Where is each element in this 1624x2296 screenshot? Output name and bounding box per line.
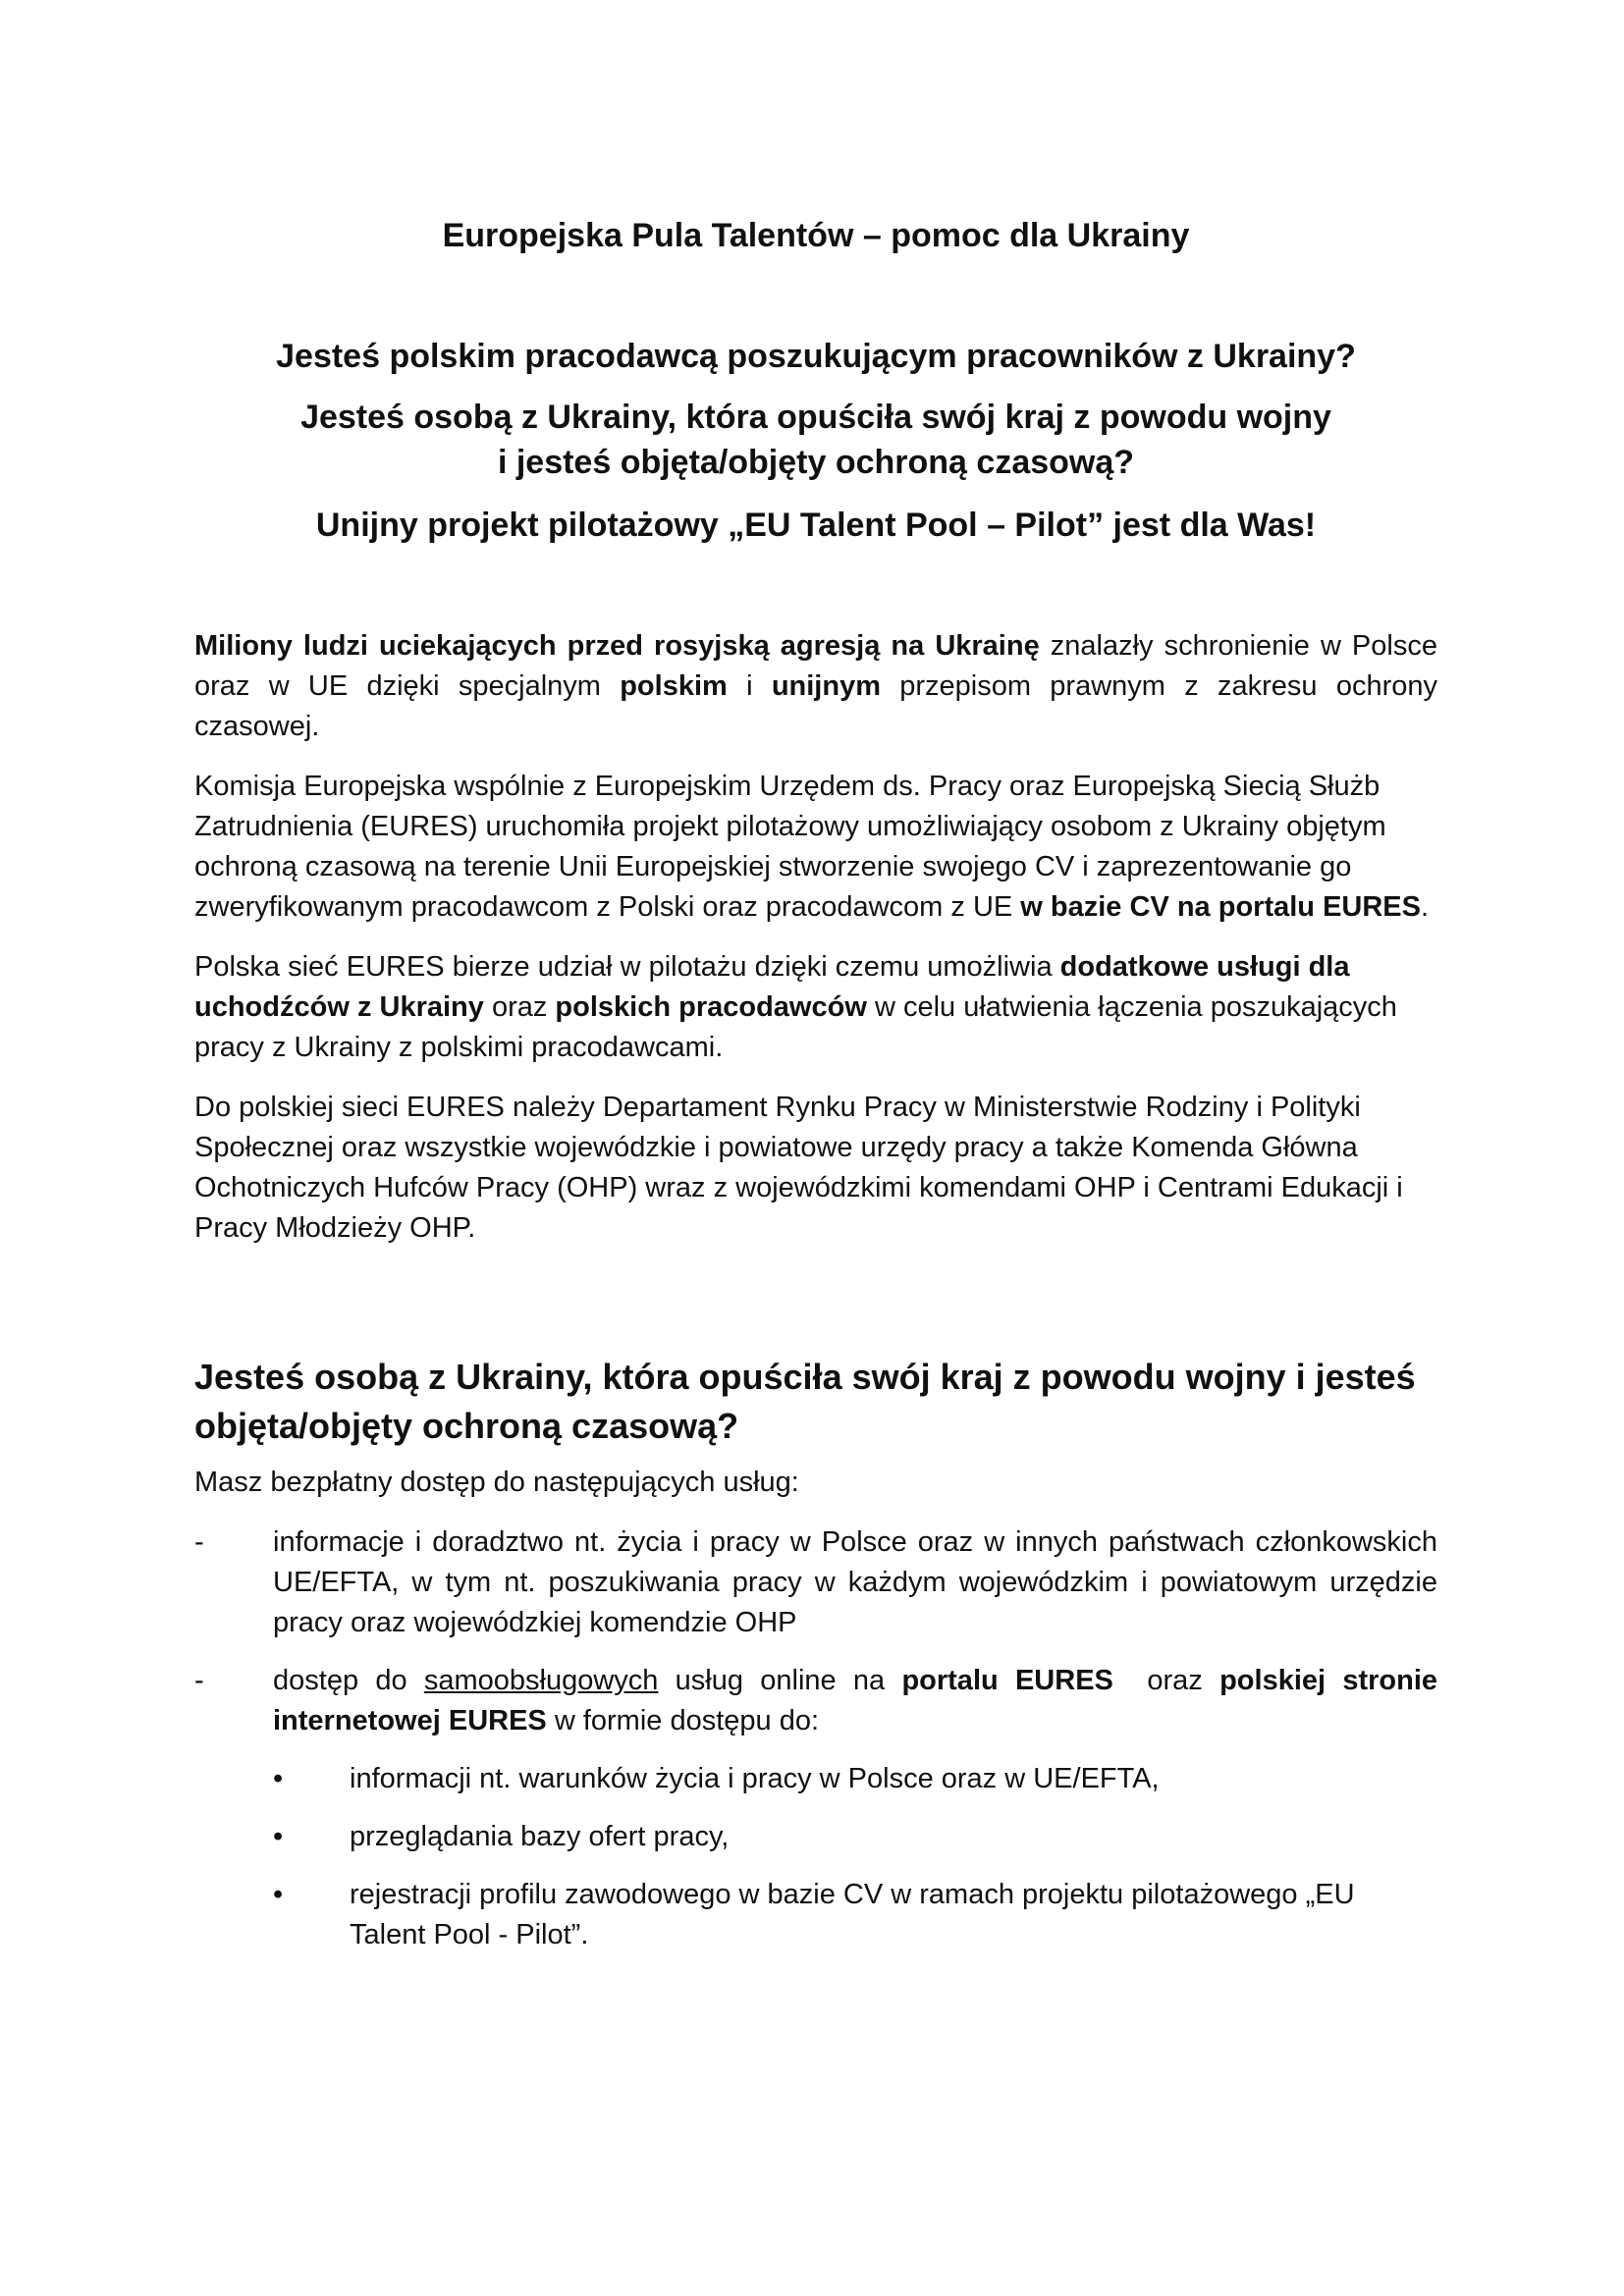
body-text (194, 626, 1437, 1268)
p3-text-1: Polska sieć EURES bierze udział w pilotażu dzięki czemu umożliwia (194, 951, 1060, 983)
bullet-item-text: przeglądania bazy ofert pracy, (350, 1821, 730, 1852)
bullet-item (273, 1875, 1437, 1955)
p2-text-1: Komisja Europejska wspólnie z Europejskim Urzędem ds. Pracy oraz Europejską Siecią Służb Zatrudnienia (EURES) uruchomiła projekt pilotażowy umożliwiający osobom z Ukrainy objętym ochroną czasową na terenie Unii Europejskiej stworzenie swojego CV i zaprezentowanie go zweryfikowanym pracodawcom z Polski oraz pracodawcom z UE (194, 771, 1386, 923)
services-item-online (194, 1661, 1437, 1955)
services-list (194, 1522, 1437, 1973)
p1-text-2: i (727, 670, 772, 702)
item2-text-2: usług online na (658, 1665, 902, 1696)
services-item-information (194, 1522, 1437, 1643)
p1-bold-1: Miliony ludzi uciekających przed rosyjską agresją na Ukrainę (194, 630, 1040, 662)
question-refugee-line2: i jesteś objęta/objęty ochroną czasową? (497, 444, 1135, 481)
paragraph-commission (194, 767, 1437, 928)
item2-bold-2: polskiej stronie internetowej EURES (273, 1665, 1438, 1736)
dash-marker: - (194, 1526, 204, 1558)
section-heading: Jesteś osobą z Ukrainy, która opuściła swój kraj z powodu wojny i jesteś objęta/objęty ochroną czasową? (194, 1357, 1416, 1446)
p3-text-3: w celu ułatwienia łączenia poszukających pracy z Ukrainy z polskimi pracodawcami. (194, 991, 1397, 1063)
dash-marker: - (194, 1665, 204, 1696)
paragraph-eures-members (194, 1088, 1437, 1249)
p1-text-3: przepisom prawnym z zakresu ochrony czasowej. (194, 670, 1437, 742)
item2-text-1: dostęp do (273, 1665, 424, 1696)
question-refugee-line1: Jesteś osobą z Ukrainy, która opuściła swój kraj z powodu wojny (300, 399, 1331, 436)
p2-bold-1: w bazie CV na portalu EURES (1020, 891, 1421, 923)
p2-text-2: . (1420, 891, 1430, 923)
bullet-item (273, 1817, 1437, 1857)
p3-bold-2: polskich pracodawców (555, 991, 867, 1023)
p3-bold-1: dodatkowe usługi dla uchodźców z Ukrainy (194, 951, 1350, 1023)
pilot-announcement: Unijny projekt pilotażowy „EU Talent Pool – Pilot” jest dla Was! (315, 507, 1317, 544)
p3-text-2: oraz (483, 991, 556, 1023)
document-title: Europejska Pula Talentów – pomoc dla Ukrainy (442, 217, 1190, 254)
bullet-marker: • (273, 1763, 284, 1794)
question-refugee (194, 395, 1437, 485)
online-access-list (273, 1759, 1437, 1955)
item2-bold-1: portalu EURES (901, 1665, 1113, 1696)
paragraph-polish-eures (194, 947, 1437, 1068)
bullet-item-text: informacji nt. warunków życia i pracy w Polsce oraz w UE/EFTA, (350, 1763, 1160, 1794)
bullet-item-text: rejestracji profilu zawodowego w bazie CV w ramach projektu pilotażowego „EU Talent Pool - Pilot”. (350, 1879, 1355, 1950)
p1-text-1: znalazły schronienie w Polsce oraz w UE dzięki specjalnym (194, 630, 1437, 702)
item2-underlined: samoobsługowych (423, 1665, 659, 1696)
question-employer: Jesteś polskim pracodawcą poszukującym pracowników z Ukrainy? (276, 338, 1356, 375)
bullet-item (273, 1759, 1437, 1799)
intro-questions (194, 334, 1437, 548)
bullet-marker: • (273, 1821, 284, 1852)
services-item-information-text: informacje i doradztwo nt. życia i pracy w Polsce oraz w innych państwach członkowskich UE/EFTA, w tym nt. poszukiwania pracy w każdym wojewódzkim i powiatowym urzędzie pracy oraz wojewódzkiej komendzie OHP (273, 1526, 1437, 1638)
bullet-marker: • (273, 1879, 284, 1910)
p1-bold-2: polskim (620, 670, 728, 702)
paragraph-refugees (194, 626, 1437, 747)
section-lead: Masz bezpłatny dostęp do następujących usług: (194, 1467, 799, 1498)
p4-text-1: Do polskiej sieci EURES należy Departament Rynku Pracy w Ministerstwie Rodziny i Polityki Społecznej oraz wszystkie wojewódzkie i powiatowe urzędy pracy a także Komenda Główna Ochotniczych Hufców Pracy (OHP) wraz z wojewódzkimi komendami OHP i Centrami Edukacji i Pracy Młodzieży OHP. (194, 1092, 1403, 1244)
p1-bold-3: unijnym (771, 670, 881, 702)
item2-text-4: w formie dostępu do: (546, 1705, 820, 1736)
item2-text-3: oraz (1112, 1665, 1220, 1696)
